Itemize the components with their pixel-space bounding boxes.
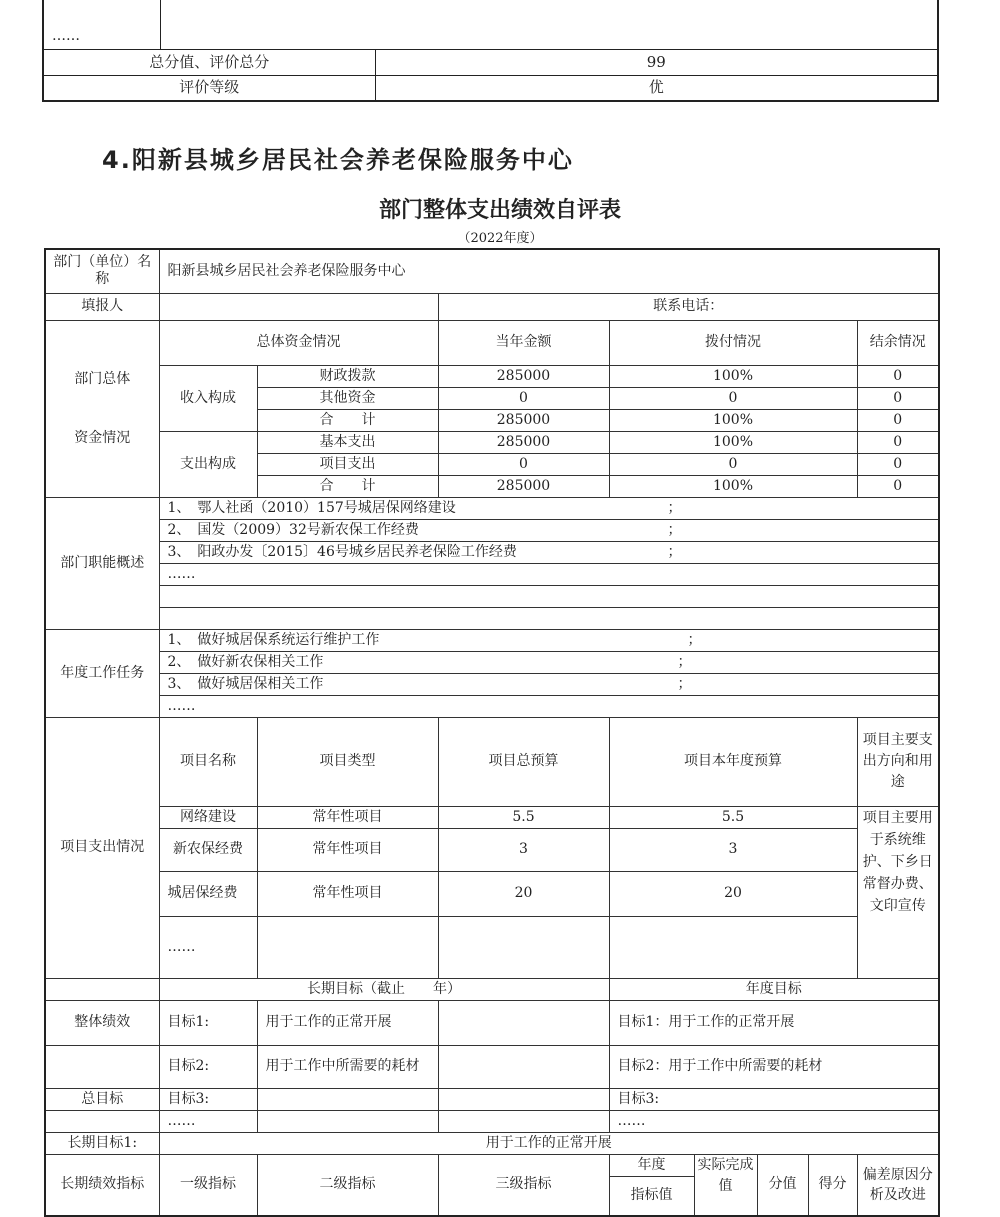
header-balance: 结余情况 — [857, 320, 939, 365]
task-text: 3、 做好城居保相关工作 — [167, 675, 324, 692]
income-allocation: 100% — [609, 365, 857, 387]
expense-balance: 0 — [857, 453, 939, 475]
long-term-goal-value: 用于工作的正常开展 — [159, 1132, 939, 1154]
goal-ellipsis: …… — [159, 1110, 257, 1132]
project-type: 常年性项目 — [257, 806, 438, 828]
income-item: 其他资金 — [257, 387, 438, 409]
income-balance: 0 — [857, 365, 939, 387]
income-amount: 0 — [438, 387, 609, 409]
goal3-annual: 目标3: — [609, 1088, 939, 1110]
project-year: 20 — [609, 871, 857, 916]
header-project-use: 项目主要支出方向和用途 — [857, 717, 939, 806]
task-semicolon: ； — [687, 631, 702, 648]
annual-goal-header: 年度目标 — [609, 978, 939, 1000]
total-goal-label: 总目标 — [45, 1088, 159, 1110]
section-heading: 4.阳新县城乡居民社会养老保险服务中心 — [102, 146, 574, 174]
project-ellipsis: …… — [159, 916, 257, 978]
project-total: 5.5 — [438, 806, 609, 828]
indicators-label: 长期绩效指标 — [45, 1154, 159, 1216]
header-project-name: 项目名称 — [159, 717, 257, 806]
goal2-annual: 目标2：用于工作中所需要的耗材 — [609, 1045, 939, 1088]
empty-cell — [257, 1110, 438, 1132]
funds-label-line2: 资金情况 — [74, 429, 131, 446]
function-semicolon: ； — [667, 499, 682, 516]
expense-amount: 285000 — [438, 431, 609, 453]
grade-value: 优 — [375, 75, 938, 101]
project-use-text: 项目主要用于系统维护、下乡日常督办费、文印宣传 — [857, 806, 939, 978]
project-year: 3 — [609, 828, 857, 871]
project-type: 常年性项目 — [257, 871, 438, 916]
header-project-type: 项目类型 — [257, 717, 438, 806]
form-year: （2022年度） — [457, 231, 543, 246]
expense-amount: 285000 — [438, 475, 609, 497]
task-semicolon: ； — [677, 675, 692, 692]
expense-amount: 0 — [438, 453, 609, 475]
empty-cell — [438, 1000, 609, 1045]
project-type: 常年性项目 — [257, 828, 438, 871]
empty-row — [159, 585, 939, 607]
goal1-annual: 目标1：用于工作的正常开展 — [609, 1000, 939, 1045]
income-amount: 285000 — [438, 409, 609, 431]
function-item — [159, 519, 939, 541]
empty-cell — [438, 1045, 609, 1088]
income-allocation: 0 — [609, 387, 857, 409]
performance-form-table — [44, 248, 940, 1217]
score-summary-table — [42, 0, 939, 102]
income-balance: 0 — [857, 409, 939, 431]
empty-cell — [438, 1110, 609, 1132]
filler-value — [159, 293, 438, 320]
expense-allocation: 0 — [609, 453, 857, 475]
income-amount: 285000 — [438, 365, 609, 387]
dept-name-label: 部门（单位）名称 — [45, 249, 159, 293]
deviation-header: 偏差原因分析及改进 — [857, 1154, 939, 1216]
function-text: 1、 鄂人社函（2010）157号城居保网络建设 — [167, 499, 456, 516]
score-value-header: 分值 — [757, 1154, 808, 1216]
filler-label: 填报人 — [45, 293, 159, 320]
expense-label: 支出构成 — [159, 431, 257, 497]
spacer — [49, 388, 156, 430]
project-total: 3 — [438, 828, 609, 871]
phone-label: 联系电话： — [438, 293, 939, 320]
income-allocation: 100% — [609, 409, 857, 431]
level3-indicator: 三级指标 — [438, 1154, 609, 1216]
empty-cell — [609, 916, 857, 978]
empty-cell — [438, 916, 609, 978]
empty-cell — [45, 978, 159, 1000]
total-score-value: 99 — [375, 49, 938, 75]
overall-performance-label: 整体绩效 — [45, 1000, 159, 1045]
long-term-goal-label: 长期目标1: — [45, 1132, 159, 1154]
task-text: 2、 做好新农保相关工作 — [167, 653, 324, 670]
empty-cell — [45, 1045, 159, 1088]
expense-item: 合 计 — [257, 475, 438, 497]
task-item — [159, 651, 939, 673]
empty-cell — [160, 0, 938, 49]
expense-balance: 0 — [857, 475, 939, 497]
income-label: 收入构成 — [159, 365, 257, 431]
task-text: 1、 做好城居保系统运行维护工作 — [167, 631, 380, 648]
project-name: 城居保经费 — [159, 871, 257, 916]
empty-cell — [257, 1088, 438, 1110]
task-semicolon: ； — [677, 653, 692, 670]
long-goal-header: 长期目标（截止 年） — [159, 978, 609, 1000]
project-name: 网络建设 — [159, 806, 257, 828]
expense-item: 基本支出 — [257, 431, 438, 453]
grade-label: 评价等级 — [43, 75, 375, 101]
goal3-label: 目标3: — [159, 1088, 257, 1110]
funds-label — [45, 320, 159, 497]
function-semicolon: ； — [667, 543, 682, 560]
goal2-text: 用于工作中所需要的耗材 — [257, 1045, 438, 1088]
goal1-label: 目标1: — [159, 1000, 257, 1045]
level1-indicator: 一级指标 — [159, 1154, 257, 1216]
total-score-label: 总分值、评价总分 — [43, 49, 375, 75]
empty-cell — [438, 1088, 609, 1110]
header-project-total: 项目总预算 — [438, 717, 609, 806]
goal2-label: 目标2: — [159, 1045, 257, 1088]
tasks-label: 年度工作任务 — [45, 629, 159, 717]
income-item: 合 计 — [257, 409, 438, 431]
function-text: 3、 阳政办发〔2015〕46号城乡居民养老保险工作经费 — [167, 543, 517, 560]
expense-allocation: 100% — [609, 475, 857, 497]
function-ellipsis: …… — [159, 563, 939, 585]
header-allocation: 拨付情况 — [609, 320, 857, 365]
header-overall-funds: 总体资金情况 — [159, 320, 438, 365]
annual-indicator-top: 年度 — [609, 1154, 694, 1176]
funds-label-line1: 部门总体 — [74, 370, 131, 387]
expense-item: 项目支出 — [257, 453, 438, 475]
project-total: 20 — [438, 871, 609, 916]
functions-label: 部门职能概述 — [45, 497, 159, 629]
function-item — [159, 497, 939, 519]
ellipsis: …… — [43, 0, 160, 49]
dept-name-value: 阳新县城乡居民社会养老保险服务中心 — [159, 249, 939, 293]
empty-cell — [257, 916, 438, 978]
project-name: 新农保经费 — [159, 828, 257, 871]
expense-balance: 0 — [857, 431, 939, 453]
empty-row — [159, 607, 939, 629]
annual-indicator-bottom: 指标值 — [609, 1176, 694, 1216]
form-title: 部门整体支出绩效自评表 — [378, 198, 621, 223]
task-item — [159, 673, 939, 695]
header-amount: 当年金额 — [438, 320, 609, 365]
header-project-year: 项目本年度预算 — [609, 717, 857, 806]
function-item — [159, 541, 939, 563]
income-item: 财政拨款 — [257, 365, 438, 387]
empty-cell — [45, 1110, 159, 1132]
task-ellipsis: …… — [159, 695, 939, 717]
score-got-header: 得分 — [808, 1154, 857, 1216]
goal1-text: 用于工作的正常开展 — [257, 1000, 438, 1045]
expense-allocation: 100% — [609, 431, 857, 453]
income-balance: 0 — [857, 387, 939, 409]
actual-value-header: 实际完成值 — [694, 1154, 757, 1216]
goal-ellipsis-annual: …… — [609, 1110, 939, 1132]
function-semicolon: ； — [667, 521, 682, 538]
project-year: 5.5 — [609, 806, 857, 828]
level2-indicator: 二级指标 — [257, 1154, 438, 1216]
task-item — [159, 629, 939, 651]
function-text: 2、 国发（2009）32号新农保工作经费 — [167, 521, 419, 538]
projects-label: 项目支出情况 — [45, 717, 159, 978]
